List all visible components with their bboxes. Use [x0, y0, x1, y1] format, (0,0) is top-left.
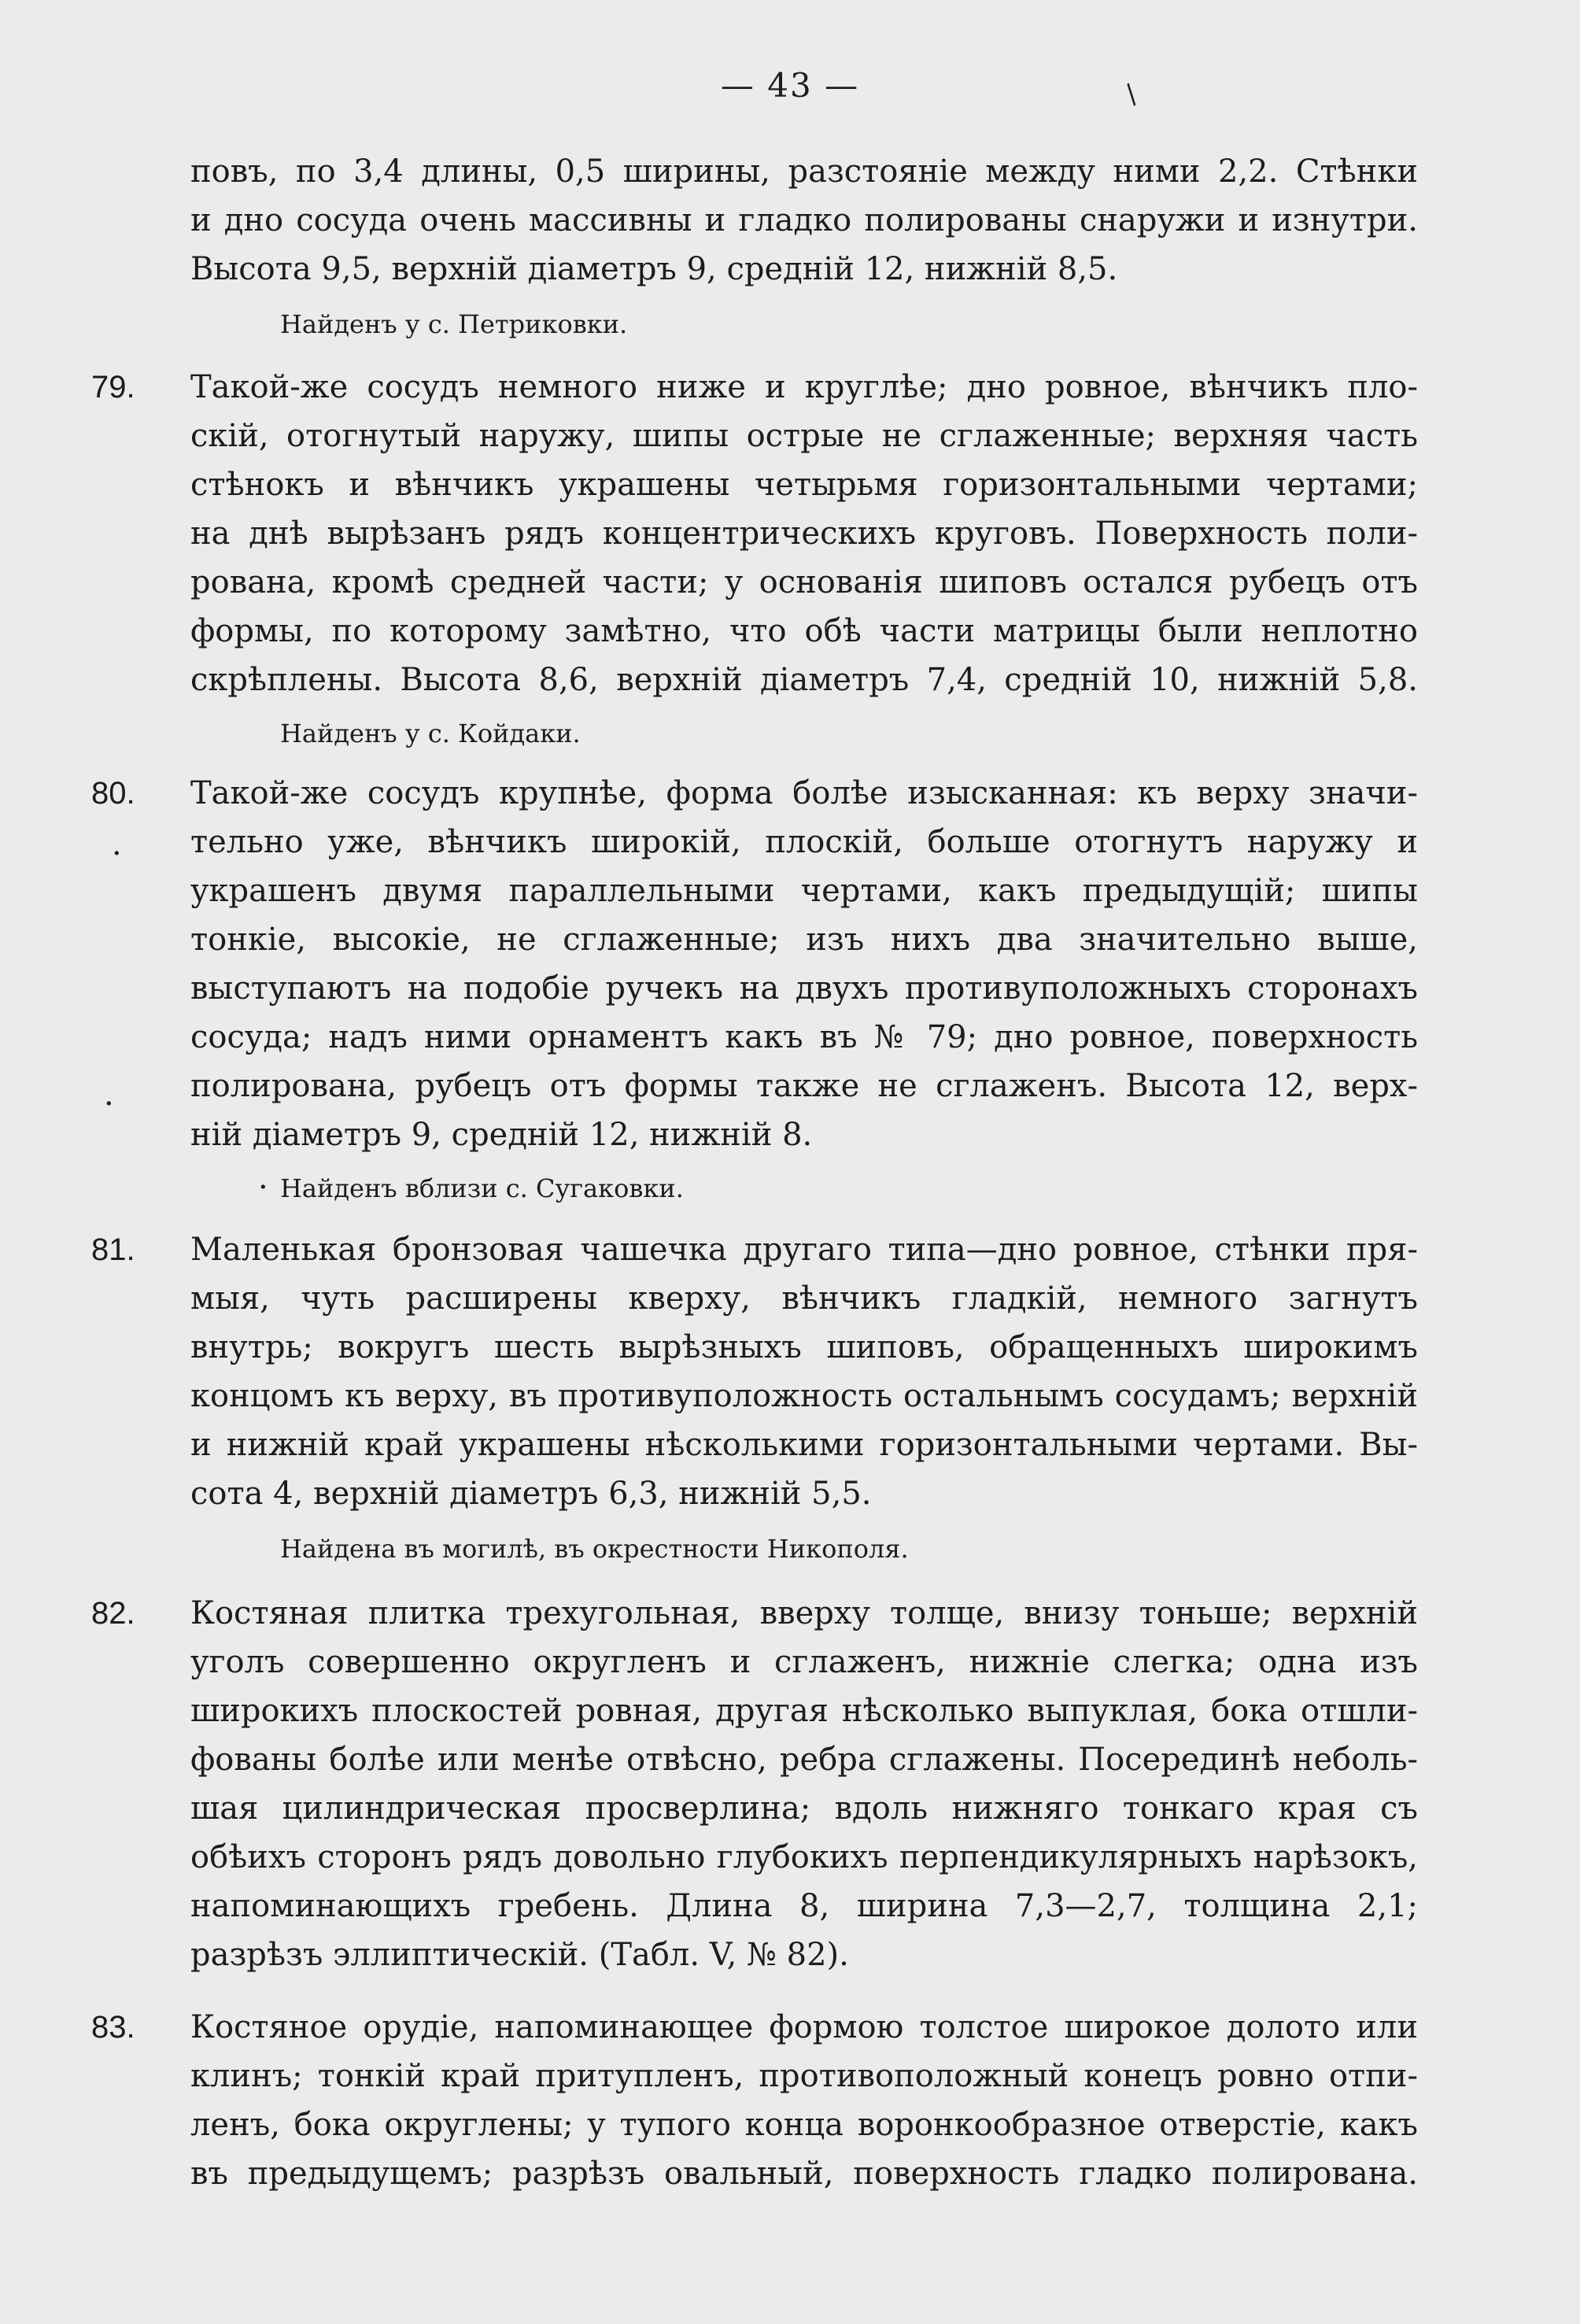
text-line: обѣихъ сторонъ рядъ довольно глубокихъ перпендикулярныхъ нарѣзокъ,: [190, 1839, 1418, 1875]
text-line: шая цилиндрическая просверлина; вдоль нижняго тонкаго края съ: [190, 1790, 1418, 1827]
text-line: уголъ совершенно округленъ и сглаженъ, нижніе слегка; одна изъ: [190, 1644, 1418, 1680]
text-line: Высота 9,5, верхній діаметръ 9, средній 12, нижній 8,5.: [190, 251, 1118, 287]
text-line: полирована, рубецъ отъ формы также не сглаженъ. Высота 12, верх-: [190, 1068, 1418, 1104]
margin-dot: ·: [112, 836, 122, 872]
text-line: Такой-же сосудъ крупнѣе, форма болѣе изысканная: къ верху значи-: [190, 775, 1418, 811]
entry-number: 83.: [91, 2010, 135, 2045]
entry-number: 80.: [91, 776, 135, 811]
text-line: концомъ къ верху, въ противуположность остальнымъ сосудамъ; верхній: [190, 1378, 1418, 1414]
margin-dot: ·: [258, 1169, 268, 1206]
text-line: ній діаметръ 9, средній 12, нижній 8.: [190, 1117, 813, 1153]
text-line: скрѣплены. Высота 8,6, верхній діаметръ 7,4, средній 10, нижній 5,8.: [190, 662, 1418, 698]
margin-dot: ·: [104, 1086, 114, 1122]
text-line: стѣнокъ и вѣнчикъ украшены четырьмя горизонтальными чертами;: [190, 467, 1418, 503]
text-line: украшенъ двумя параллельными чертами, какъ предыдущій; шипы: [190, 873, 1418, 909]
text-line: внутрь; вокругъ шесть вырѣзныхъ шиповъ, обращенныхъ широкимъ: [190, 1329, 1418, 1365]
text-line: широкихъ плоскостей ровная, другая нѣсколько выпуклая, бока отшли-: [190, 1693, 1418, 1729]
found-location: Найдена въ могилѣ, въ окрестности Никополя.: [280, 1534, 909, 1564]
text-line: повъ, по 3,4 длины, 0,5 ширины, разстояніе между ними 2,2. Стѣнки: [190, 153, 1418, 190]
text-line: клинъ; тонкій край притупленъ, противоположный конецъ ровно отпи-: [190, 2058, 1418, 2094]
text-line: тонкіе, высокіе, не сглаженные; изъ нихъ два значительно выше,: [190, 922, 1418, 958]
text-line: разрѣзъ эллиптическій. (Табл. V, № 82).: [190, 1937, 849, 1973]
text-line: фованы болѣе или менѣе отвѣсно, ребра сглажены. Посерединѣ неболь-: [190, 1742, 1418, 1778]
text-line: напоминающихъ гребень. Длина 8, ширина 7,3—2,7, толщина 2,1;: [190, 1888, 1418, 1924]
text-line: сосуда; надъ ними орнаментъ какъ въ № 79; дно ровное, поверхность: [190, 1019, 1418, 1055]
text-line: скій, отогнутый наружу, шипы острые не сглаженные; верхняя часть: [190, 418, 1418, 454]
entry-number: 79.: [91, 370, 135, 405]
text-line: и нижній край украшены нѣсколькими горизонтальными чертами. Вы-: [190, 1427, 1418, 1463]
text-line: Маленькая бронзовая чашечка другаго типа—дно ровное, стѣнки пря-: [190, 1232, 1418, 1268]
text-line: ленъ, бока округлены; у тупого конца воронкообразное отверстіе, какъ: [190, 2107, 1418, 2143]
text-line: сота 4, верхній діаметръ 6,3, нижній 5,5.: [190, 1476, 872, 1512]
pencil-mark: /: [1118, 79, 1144, 110]
text-line: формы, по которому замѣтно, что обѣ части матрицы были неплотно: [190, 613, 1418, 649]
text-line: тельно уже, вѣнчикъ широкій, плоскій, больше отогнутъ наружу и: [190, 824, 1418, 860]
entry-number: 82.: [91, 1596, 135, 1631]
text-line: въ предыдущемъ; разрѣзъ овальный, поверхность гладко полирована.: [190, 2156, 1418, 2192]
text-line: и дно сосуда очень массивны и гладко полированы снаружи и изнутри.: [190, 202, 1418, 238]
text-line: выступаютъ на подобіе ручекъ на двухъ противуположныхъ сторонахъ: [190, 970, 1418, 1007]
found-location: Найденъ у с. Койдаки.: [280, 719, 581, 748]
text-line: Такой-же сосудъ немного ниже и круглѣе; дно ровное, вѣнчикъ пло-: [190, 369, 1418, 405]
text-line: мыя, чуть расширены кверху, вѣнчикъ гладкій, немного загнутъ: [190, 1280, 1418, 1317]
page-number: — 43 —: [720, 66, 860, 105]
found-location: Найденъ вблизи с. Сугаковки.: [280, 1173, 684, 1203]
text-line: на днѣ вырѣзанъ рядъ концентрическихъ круговъ. Поверхность поли-: [190, 515, 1418, 552]
entry-number: 81.: [91, 1232, 135, 1267]
text-line: Костяная плитка трехугольная, вверху толще, внизу тоньше; верхній: [190, 1595, 1418, 1631]
text-line: Костяное орудіе, напоминающее формою толстое широкое долото или: [190, 2009, 1418, 2045]
text-line: рована, кромѣ средней части; у основанія шиповъ остался рубецъ отъ: [190, 564, 1418, 600]
found-location: Найденъ у с. Петриковки.: [280, 309, 628, 339]
